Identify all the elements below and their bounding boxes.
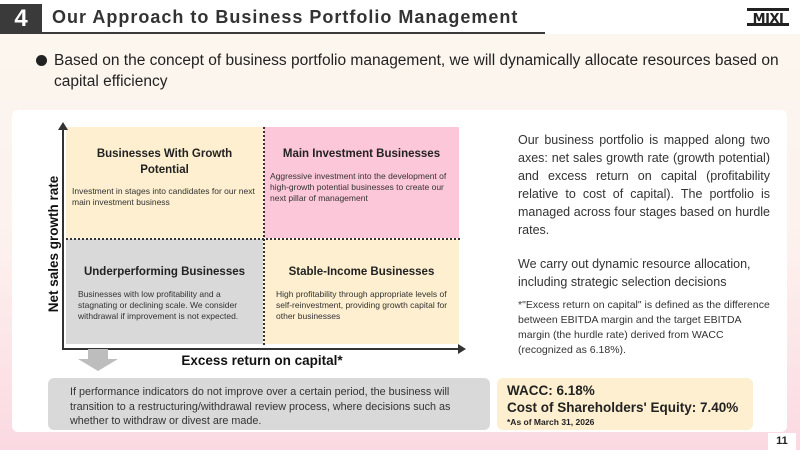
- quadrant-description: Businesses with low profitability and a stagnating or declining scale. We consider withdrawal if improvement is not expected.: [78, 289, 239, 321]
- quadrant-stable-income: [264, 239, 459, 344]
- horizontal-hurdle-line: [66, 238, 460, 240]
- company-logo: MIXI: [747, 8, 789, 26]
- footnote: *"Excess return on capital" is defined as the difference between EBITDA margin and the target EBITDA margin (the hurdle rate) derived from WACC (recognized as 6.18%).: [518, 299, 770, 356]
- x-axis-label: Excess return on capital*: [181, 353, 343, 368]
- quadrant-description: Aggressive investment into the development of high-growth potential businesses to create our next pillar of management: [270, 171, 447, 203]
- down-arrow-icon: [88, 349, 108, 359]
- quadrant-main-investment: [264, 127, 459, 238]
- page-title: Our Approach to Business Portfolio Management: [52, 7, 519, 27]
- as-of-date: *As of March 31, 2026: [507, 417, 595, 427]
- withdrawal-note-box: [48, 378, 490, 430]
- quadrant-title: Main Investment Businesses: [282, 148, 441, 160]
- section-number: 4: [0, 4, 42, 34]
- quadrant-growth-potential: [66, 127, 263, 238]
- quadrant-title: Stable-Income Businesses: [288, 266, 435, 278]
- vertical-hurdle-line: [263, 127, 265, 345]
- quadrant-underperforming: [66, 239, 263, 344]
- down-arrow-head-icon: [78, 359, 118, 371]
- main-bullet-text: Based on the concept of business portfolio management, we will dynamically allocate resources based on capital efficiency: [54, 52, 779, 90]
- wacc-value: WACC: 6.18%: [507, 383, 595, 398]
- quadrant-description: High profitability through appropriate levels of self-reinvestment, providing growth capital for other businesses: [276, 289, 448, 321]
- equity-cost-value: Cost of Shareholders' Equity: 7.40%: [507, 400, 739, 415]
- page-number: 11: [768, 433, 796, 450]
- bullet-dot-icon: [36, 55, 47, 66]
- wacc-box: [497, 378, 753, 430]
- x-axis: [62, 348, 460, 350]
- quadrant-title: Underperforming Businesses: [83, 266, 246, 278]
- explanation-paragraph-2: We carry out dynamic resource allocation, including strategic selection decisions: [518, 257, 751, 289]
- main-bullet: [38, 50, 788, 92]
- quadrant-description: Investment in stages into candidates for our next main investment business: [72, 186, 255, 207]
- y-axis-arrow-icon: [58, 122, 68, 130]
- explanation-paragraph-1: Our business portfolio is mapped along two axes: net sales growth rate (growth potential) and excess return on capital (profitability relative to cost of capital). The portfolio is managed across four stages based on hurdle rates.: [518, 133, 770, 237]
- quadrant-title: Businesses With Growth Potential: [96, 148, 233, 176]
- withdrawal-note-text: If performance indicators do not improve over a certain period, the business will transition to a restructuring/withdrawal review process, where decisions such as whether to withdraw or divest are made.: [70, 386, 451, 427]
- y-axis-label: Net sales growth rate: [46, 175, 61, 313]
- header: [0, 0, 800, 34]
